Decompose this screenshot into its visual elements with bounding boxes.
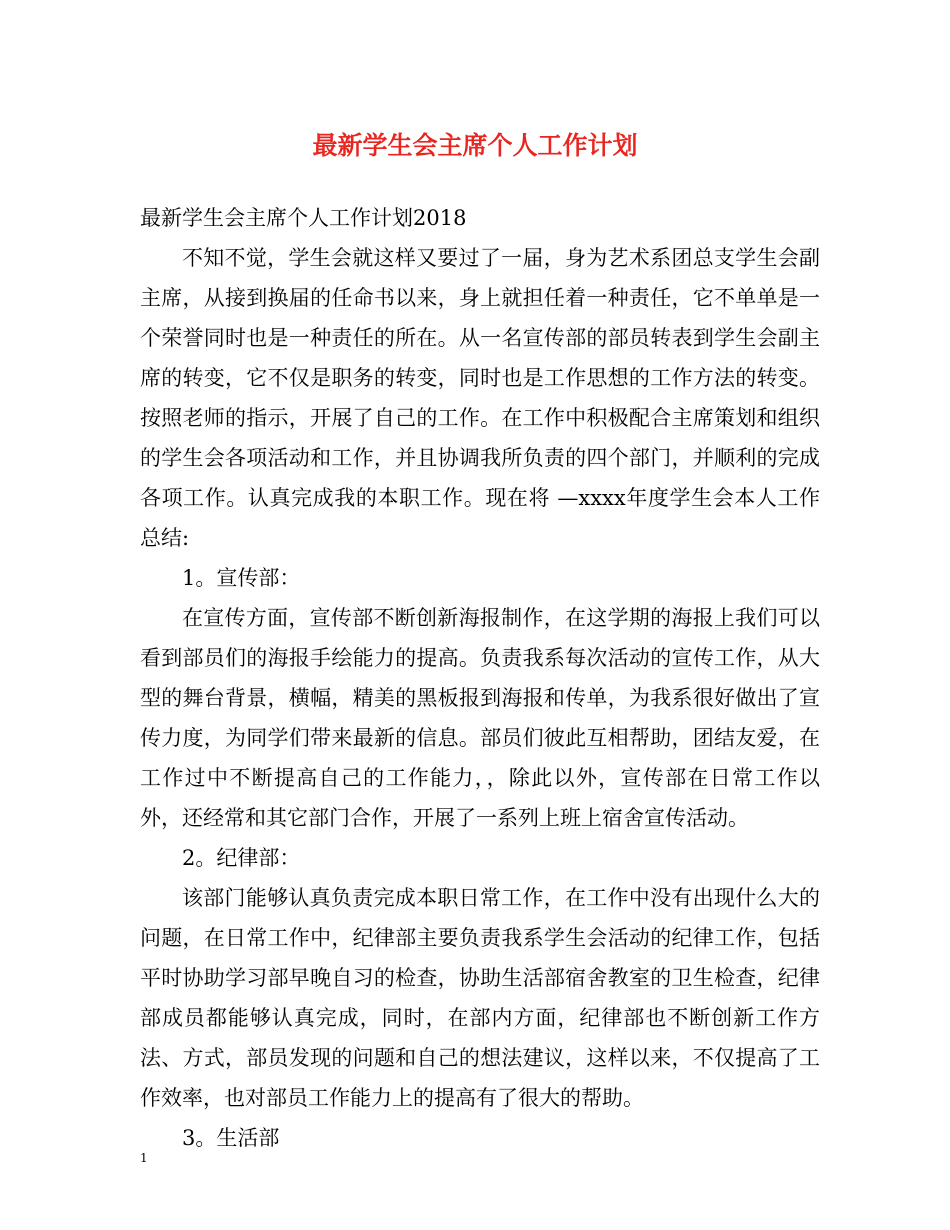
document-title: 最新学生会主席个人工作计划 xyxy=(312,131,638,160)
publicity-paragraph: 在宣传方面，宣传部不断创新海报制作，在这学期的海报上我们可以看到部员们的海报手绘能力的提高。负责我系每次活动的宣传工作，从大型的舞台背景，横幅，精美的黑板报到海报和传单，为我系很好做出了宣传力度，为同学们带来最新的信息。部员们彼此互相帮助，团结友爱，在工作过中不断提高自己的工作能力，，除此以外，宣传部在日常工作以外，还经常和其它部门合作，开展了一系列上班上宿舍宣传活动。 xyxy=(140,606,820,830)
document-subtitle: 最新学生会主席个人工作计划2018 xyxy=(140,206,467,230)
section-heading-life: 3。生活部 xyxy=(182,1126,280,1150)
discipline-paragraph: 该部门能够认真负责完成本职日常工作，在工作中没有出现什么大的问题，在日常工作中，纪律部主要负责我系学生会活动的纪律工作，包括平时协助学习部早晚自习的检查，协助生活部宿舍教室的卫生检查，纪律部成员都能够认真完成，同时，在部内方面，纪律部也不断创新工作方法、方式，部员发现的问题和自己的想法建议，这样以来，不仅提高了工作效率，也对部员工作能力上的提高有了很大的帮助。 xyxy=(140,886,820,1110)
intro-paragraph: 不知不觉，学生会就这样又要过了一届，身为艺术系团总支学生会副主席，从接到换届的任命书以来，身上就担任着一种责任，它不单单是一个荣誉同时也是一种责任的所在。从一名宣传部的部员转表到学生会副主席的转变，它不仅是职务的转变，同时也是工作思想的工作方法的转变。按照老师的指示，开展了自己的工作。在工作中积极配合主席策划和组织的学生会各项活动和工作，并且协调我所负责的四个部门，并顺利的完成各项工作。认真完成我的本职工作。现在将 —xxxx年度学生会本人工作总结: xyxy=(140,246,820,550)
document-body xyxy=(140,198,820,1158)
section-heading-discipline: 2。纪律部： xyxy=(182,846,301,870)
page-number: 1 xyxy=(140,1151,148,1165)
section-heading-publicity: 1。宣传部： xyxy=(182,566,301,590)
